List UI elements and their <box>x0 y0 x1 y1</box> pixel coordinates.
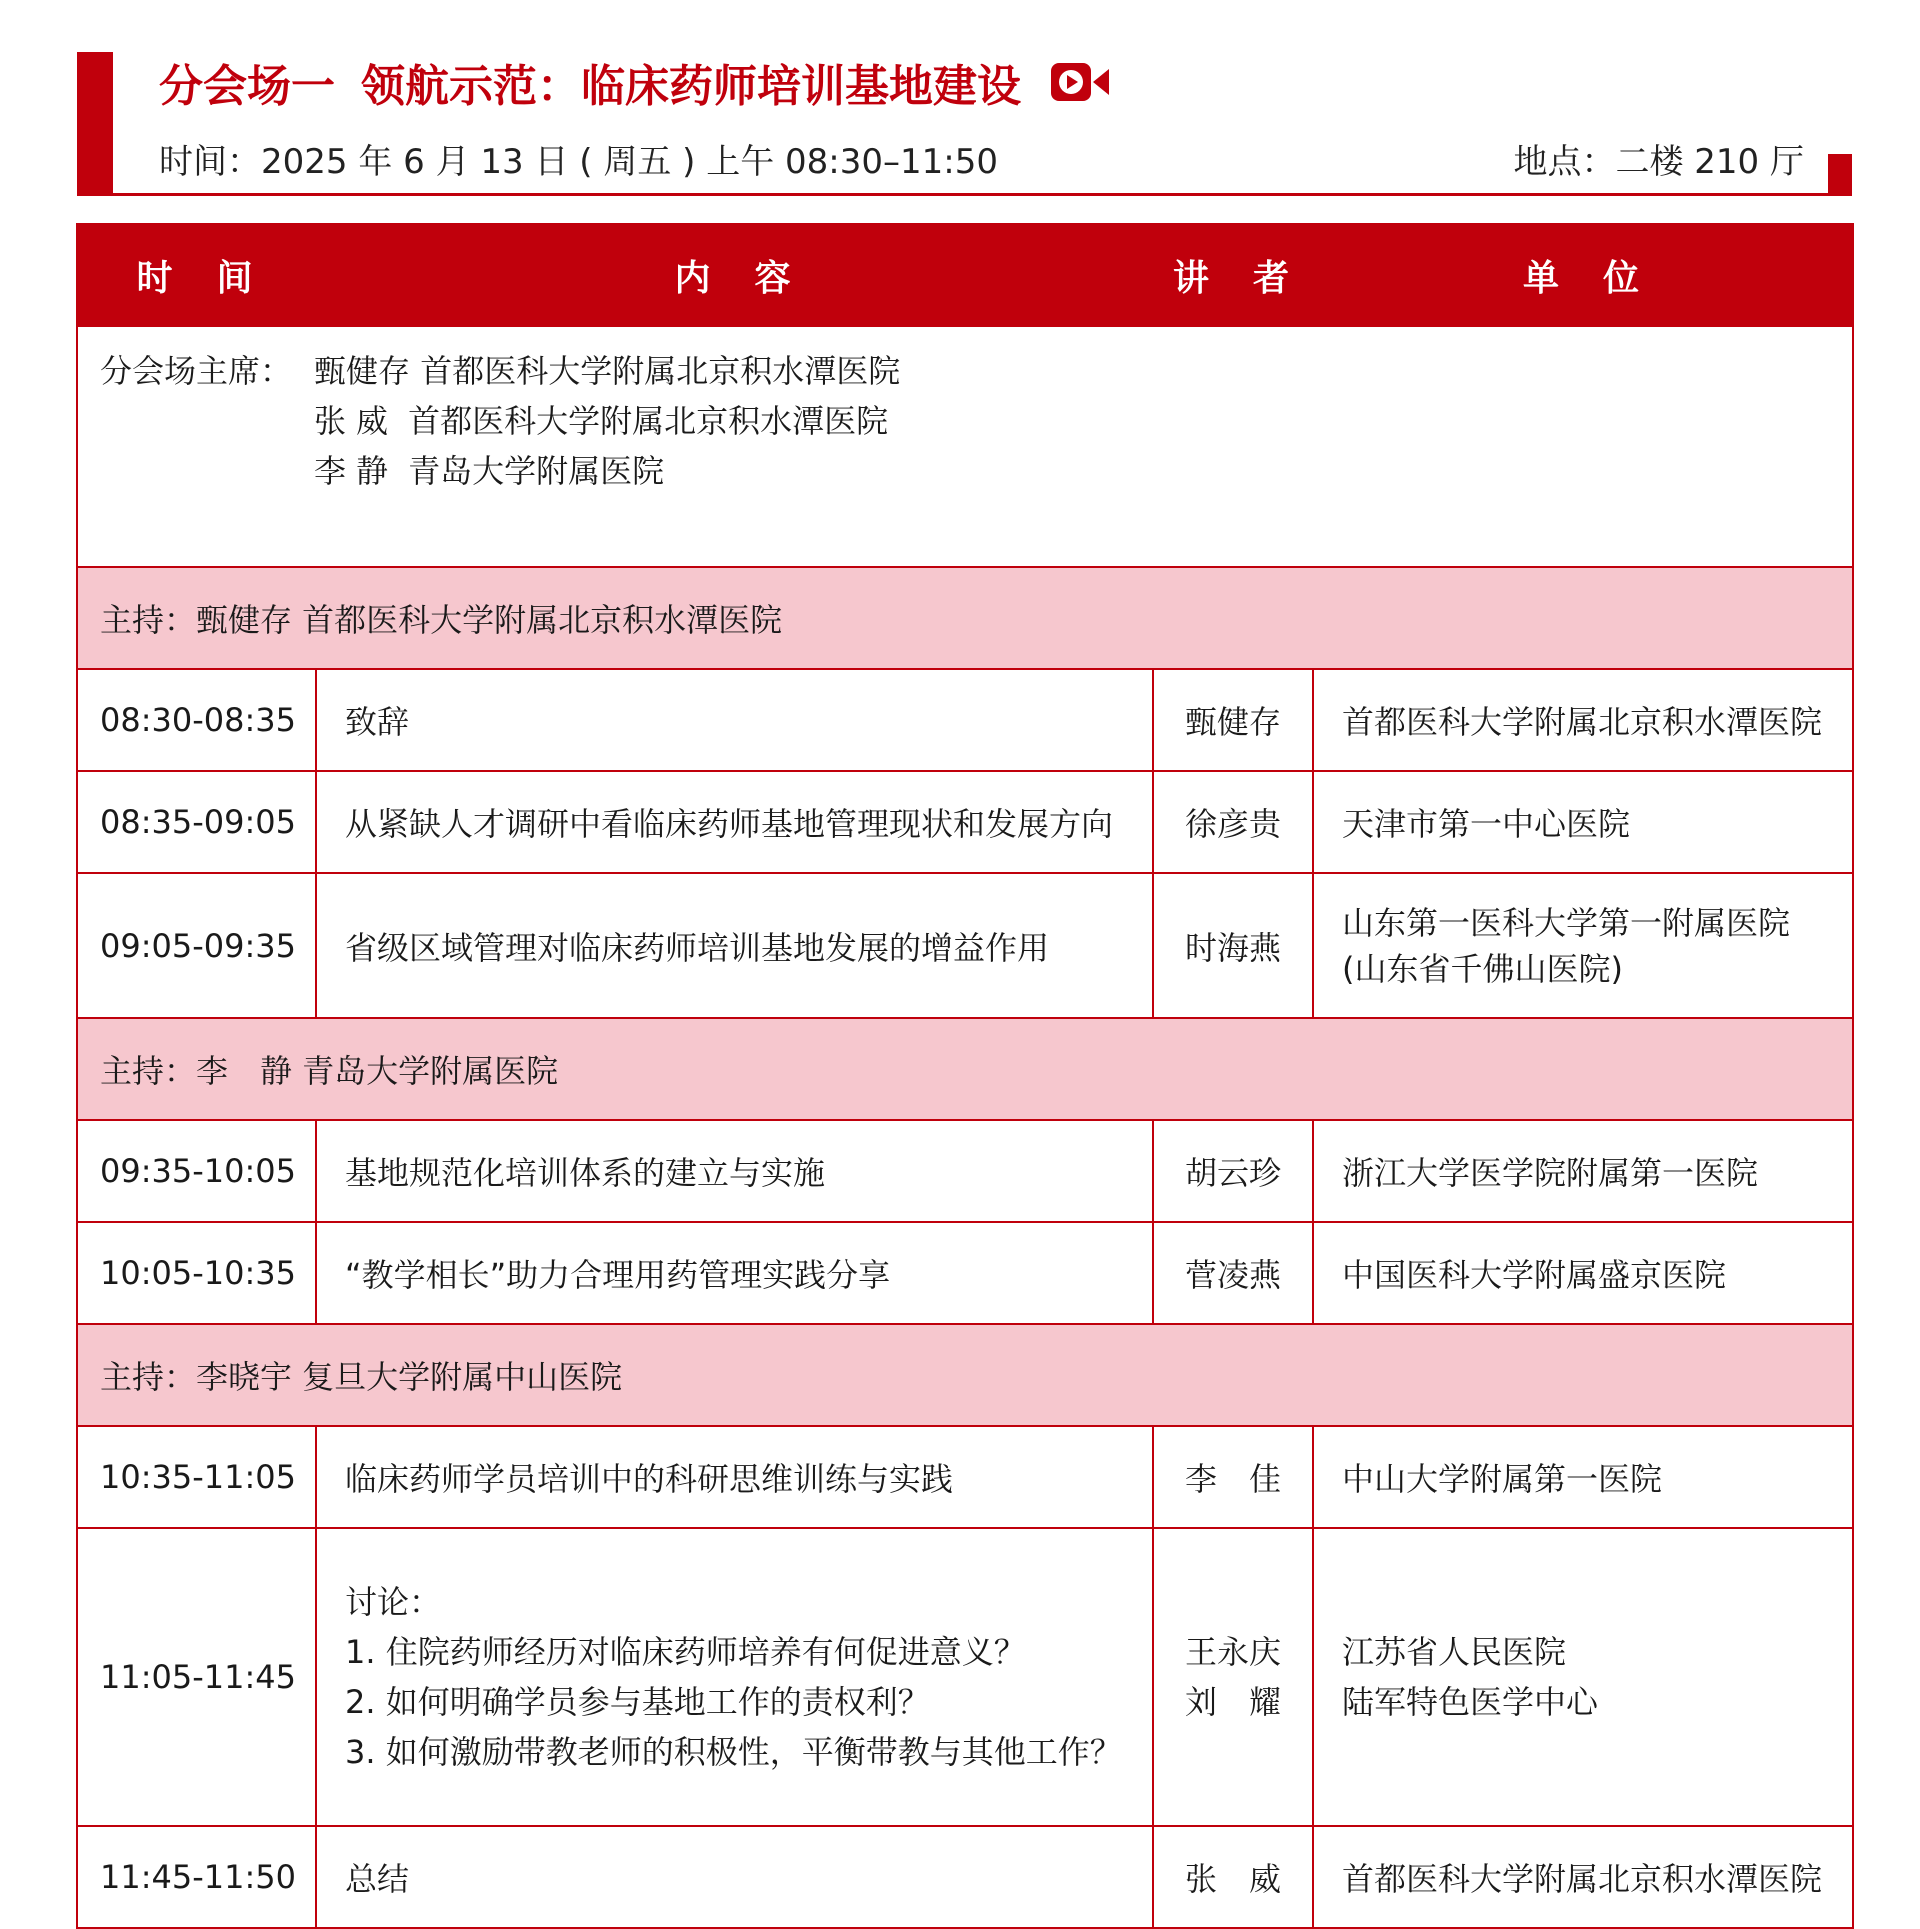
table-row <box>77 669 1853 771</box>
table-header-row <box>77 224 1853 326</box>
session-theme: 领航示范：临床药师培训基地建设 <box>361 61 1021 112</box>
discussion-item: 2. 如何明确学员参与基地工作的责权利？ <box>345 1683 930 1721</box>
table-row <box>77 1528 1853 1826</box>
topic-cell: “教学相长”助力合理用药管理实践分享 <box>316 1222 1153 1324</box>
org-line: 山东第一医科大学第一附属医院 <box>1342 903 1791 942</box>
host-row <box>77 1324 1853 1426</box>
table-row <box>77 771 1853 873</box>
chair-member: 甄健存 首都医科大学附属北京积水潭医院 <box>314 352 901 390</box>
org-line: 江苏省人民医院 <box>1342 1633 1567 1671</box>
discussion-item: 1. 住院药师经历对临床药师培养有何促进意义？ <box>345 1633 1026 1671</box>
org-cell: 天津市第一中心医院 <box>1313 771 1853 873</box>
schedule-table <box>76 223 1854 1929</box>
table-row <box>77 1426 1853 1528</box>
host-label: 主持：李 静 青岛大学附属医院 <box>77 1018 1853 1120</box>
col-header-content: 内 容 <box>316 224 1153 326</box>
session-header <box>77 52 1852 196</box>
speaker-cell: 徐彦贵 <box>1153 771 1313 873</box>
topic-cell: 从紧缺人才调研中看临床药师基地管理现状和发展方向 <box>316 771 1153 873</box>
col-header-org: 单 位 <box>1313 224 1853 326</box>
time-cell: 10:05-10:35 <box>77 1222 316 1324</box>
speaker-cell: 时海燕 <box>1153 873 1313 1018</box>
discussion-item: 3. 如何激励带教老师的积极性，平衡带教与其他工作？ <box>345 1733 1122 1771</box>
topic-cell: 临床药师学员培训中的科研思维训练与实践 <box>316 1426 1153 1528</box>
speaker-cell: 张 威 <box>1153 1826 1313 1928</box>
org-cell: 首都医科大学附属北京积水潭医院 <box>1313 669 1853 771</box>
speaker-cell <box>1153 1528 1313 1826</box>
org-cell: 浙江大学医学院附属第一医院 <box>1313 1120 1853 1222</box>
time-cell: 09:35-10:05 <box>77 1120 316 1222</box>
chair-cell <box>77 326 1853 567</box>
org-cell: 中国医科大学附属盛京医院 <box>1313 1222 1853 1324</box>
col-header-speaker: 讲 者 <box>1153 224 1313 326</box>
chair-label: 分会场主席： <box>100 352 293 390</box>
topic-cell: 致辞 <box>316 669 1153 771</box>
header-accent-bar <box>77 52 113 196</box>
speaker-cell: 胡云珍 <box>1153 1120 1313 1222</box>
speaker-cell: 李 佳 <box>1153 1426 1313 1528</box>
session-time: 时间：2025 年 6 月 13 日 ( 周五 ) 上午 08:30–11:50 <box>159 142 998 182</box>
org-cell <box>1313 1528 1853 1826</box>
speaker-cell: 甄健存 <box>1153 669 1313 771</box>
time-cell: 09:05-09:35 <box>77 873 316 1018</box>
session-title <box>159 52 1111 112</box>
time-cell: 10:35-11:05 <box>77 1426 316 1528</box>
org-cell <box>1313 873 1853 1018</box>
speaker-name: 王永庆 <box>1184 1633 1281 1671</box>
table-row <box>77 1826 1853 1928</box>
session-venue: 地点：二楼 210 厅 <box>1513 142 1804 182</box>
video-play-icon[interactable] <box>1051 61 1111 103</box>
header-underline <box>77 193 1852 196</box>
time-cell: 11:05-11:45 <box>77 1528 316 1826</box>
table-row <box>77 873 1853 1018</box>
org-line: 陆军特色医学中心 <box>1342 1683 1599 1721</box>
col-header-time: 时 间 <box>77 224 316 326</box>
host-row <box>77 567 1853 669</box>
chair-member: 李 静 青岛大学附属医院 <box>314 452 665 490</box>
header-right-accent <box>1828 154 1852 196</box>
host-label: 主持：甄健存 首都医科大学附属北京积水潭医院 <box>77 567 1853 669</box>
time-cell: 08:30-08:35 <box>77 669 316 771</box>
org-cell: 中山大学附属第一医院 <box>1313 1426 1853 1528</box>
speaker-cell: 菅凌燕 <box>1153 1222 1313 1324</box>
topic-cell: 省级区域管理对临床药师培训基地发展的增益作用 <box>316 873 1153 1018</box>
topic-cell: 总结 <box>316 1826 1153 1928</box>
speaker-name: 刘 耀 <box>1184 1683 1281 1721</box>
time-cell: 08:35-09:05 <box>77 771 316 873</box>
chair-member: 张 威 首都医科大学附属北京积水潭医院 <box>314 402 889 440</box>
org-cell: 首都医科大学附属北京积水潭医院 <box>1313 1826 1853 1928</box>
org-line: (山东省千佛山医院) <box>1342 949 1623 988</box>
host-row <box>77 1018 1853 1120</box>
table-row <box>77 1120 1853 1222</box>
discussion-heading: 讨论： <box>345 1583 442 1621</box>
discussion-cell <box>316 1528 1153 1826</box>
table-row <box>77 1222 1853 1324</box>
topic-cell: 基地规范化培训体系的建立与实施 <box>316 1120 1153 1222</box>
host-label: 主持：李晓宇 复旦大学附属中山医院 <box>77 1324 1853 1426</box>
session-name: 分会场一 <box>159 61 335 112</box>
chair-row <box>77 326 1853 567</box>
time-cell: 11:45-11:50 <box>77 1826 316 1928</box>
